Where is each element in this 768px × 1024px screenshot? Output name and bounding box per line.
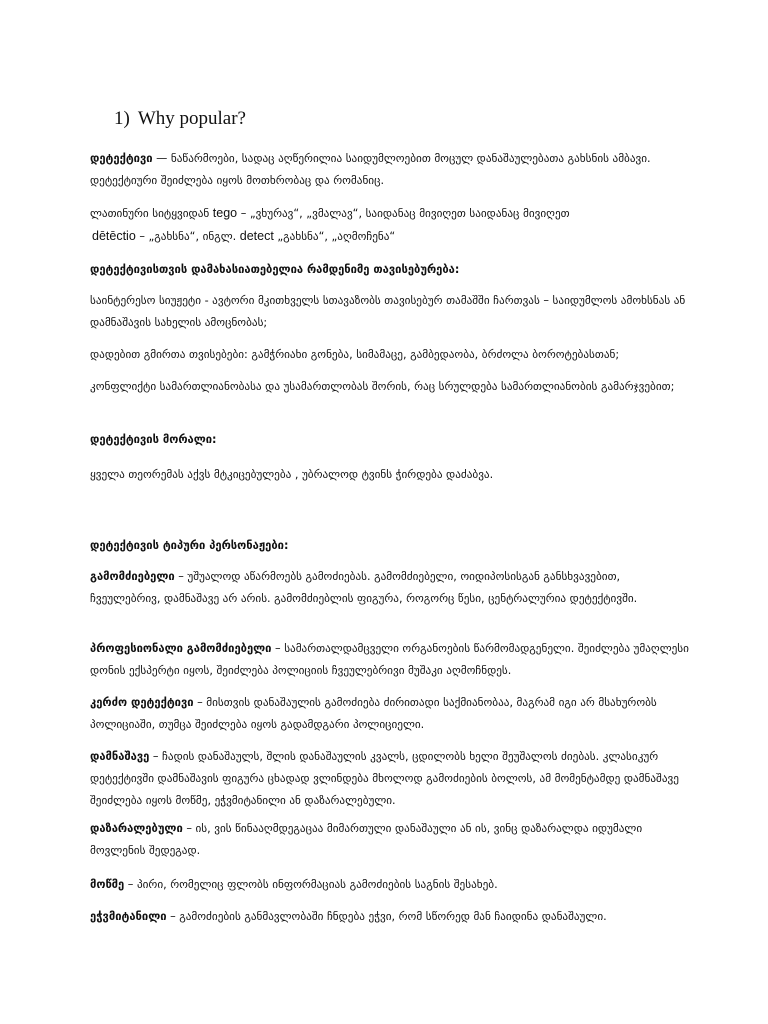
character-text: – გამოძიების განმავლობაში ჩნდება ეჭვი, რომ სწორედ მან ჩაიდინა დანაშაული. — [166, 910, 607, 923]
character-item — [90, 906, 690, 928]
moral-text: ყველა თეორემას აქვს მტკიცებულება , უბრალოდ ტვინს ჭირდება დაძაბვა. — [90, 468, 494, 481]
features-heading: დეტექტივისთვის დამახასიათებელია რამდენიმე თავისებურება: — [90, 263, 460, 276]
character-text: – ის, ვის წინააღმდეგაცაა მიმართული დანაშაული ან ის, ვინც დაზარალდა იდუმალი მოვლენის შედეგად. — [90, 822, 643, 857]
character-item — [90, 692, 690, 736]
character-item — [90, 746, 690, 812]
character-text: – უშუალოდ აწარმოებს გამოძიებას. გამომძიებელი, ოიდიპოსისგან განსხვავებით, ჩვეულებრივ, დამნაშავე არ არის. გამომძიებლის ფიგურა, როგორც წესი, ცენტრალურია დეტექტივში. — [90, 570, 638, 605]
character-item — [90, 874, 690, 896]
intro-term: დეტექტივი — [90, 152, 153, 165]
character-term: დაზარალებული — [90, 822, 183, 835]
etymology-text-1: ლათინური სიტყვიდან — [90, 207, 213, 220]
etymology-text-4: „გახსნა“, „აღმოჩენა“ — [273, 230, 396, 243]
character-text: – სამართალდამცველი ორგანოების წარმომადგენელი. შეიძლება უმაღლესი დონის ექსპერტი იყოს, შეიძლება პოლიციის ჩვეულებრივი მუშაკი აღმოჩნდეს. — [90, 642, 689, 677]
heading-number: 1) — [114, 108, 130, 129]
character-item — [90, 818, 690, 862]
etymology-paragraph — [90, 202, 690, 248]
feature-item: საინტერესო სიუჟეტი - ავტორი მკითხველს სთავაზობს თავისებურ თამაშში ჩართვას – საიდუმლოს ამოხსნას ან დამნაშავის სახელის ამოცნობას; — [90, 294, 686, 329]
etymology-latin-2: dētēctio — [92, 229, 136, 243]
character-item — [90, 638, 690, 682]
etymology-latin-1: tego — [212, 206, 238, 220]
character-term: კერძო დეტექტივი — [90, 696, 194, 709]
character-term: პროფესიონალი გამომძიებელი — [90, 642, 272, 655]
etymology-text-3: – „გახსნა“, ინგლ. — [135, 230, 240, 243]
etymology-latin-3: detect — [239, 229, 274, 243]
character-text: – პირი, რომელიც ფლობს ინფორმაციას გამოძიების საგნის შესახებ. — [124, 878, 498, 891]
intro-text: — ნაწარმოები, სადაც აღწერილია საიდუმლოებით მოცულ დანაშაულებათა გახსნის ამბავი. დეტექტიური შეიძლება იყოს მოთხრობაც და რომანიც. — [90, 152, 651, 187]
etymology-text-2: – „ვხურავ“, „ვმალავ“, საიდანაც მივიღეთ საიდანაც მივიღეთ — [237, 207, 570, 220]
character-term: ეჭვმიტანილი — [90, 910, 167, 923]
heading-title: Why popular? — [137, 108, 246, 129]
character-item — [90, 566, 690, 610]
character-term: გამომძიებელი — [90, 570, 175, 583]
character-text: – მისთვის დანაშაულის გამოძიება ძირითადი საქმიანობაა, მაგრამ იგი არ მსახურობს პოლიციაში, თუმცა შეიძლება იყოს გადამდგარი პოლიციელი. — [90, 696, 657, 731]
page-title — [114, 108, 246, 130]
moral-heading: დეტექტივის მორალი: — [90, 433, 217, 446]
characters-heading: დეტექტივის ტიპური პერსონაჟები: — [90, 539, 289, 552]
character-term: დამნაშავე — [90, 750, 150, 763]
feature-item: კონფლიქტი სამართლიანობასა და უსამართლობას შორის, რაც სრულდება სამართლიანობის გამარჯვებით; — [90, 380, 675, 393]
character-term: მოწმე — [90, 878, 125, 891]
character-text: – ჩადის დანაშაულს, შლის დანაშაულის კვალს, ცდილობს ხელი შეუშალოს ძიებას. კლასიკურ დეტექტივში დამნაშავის ფიგურა ცხადად ვლინდება მხოლოდ გამოძიების ბოლოს, ამ მომენტამდე დამნაშავე შეიძლება იყოს მოწმე, ეჭვმიტანილი ან დაზარალებული. — [90, 750, 679, 807]
feature-item: დადებით გმირთა თვისებები: გამჭრიახი გონება, სიმამაცე, გამბედაობა, ბრძოლა ბოროტებასთან; — [90, 348, 620, 361]
intro-paragraph — [90, 148, 690, 192]
